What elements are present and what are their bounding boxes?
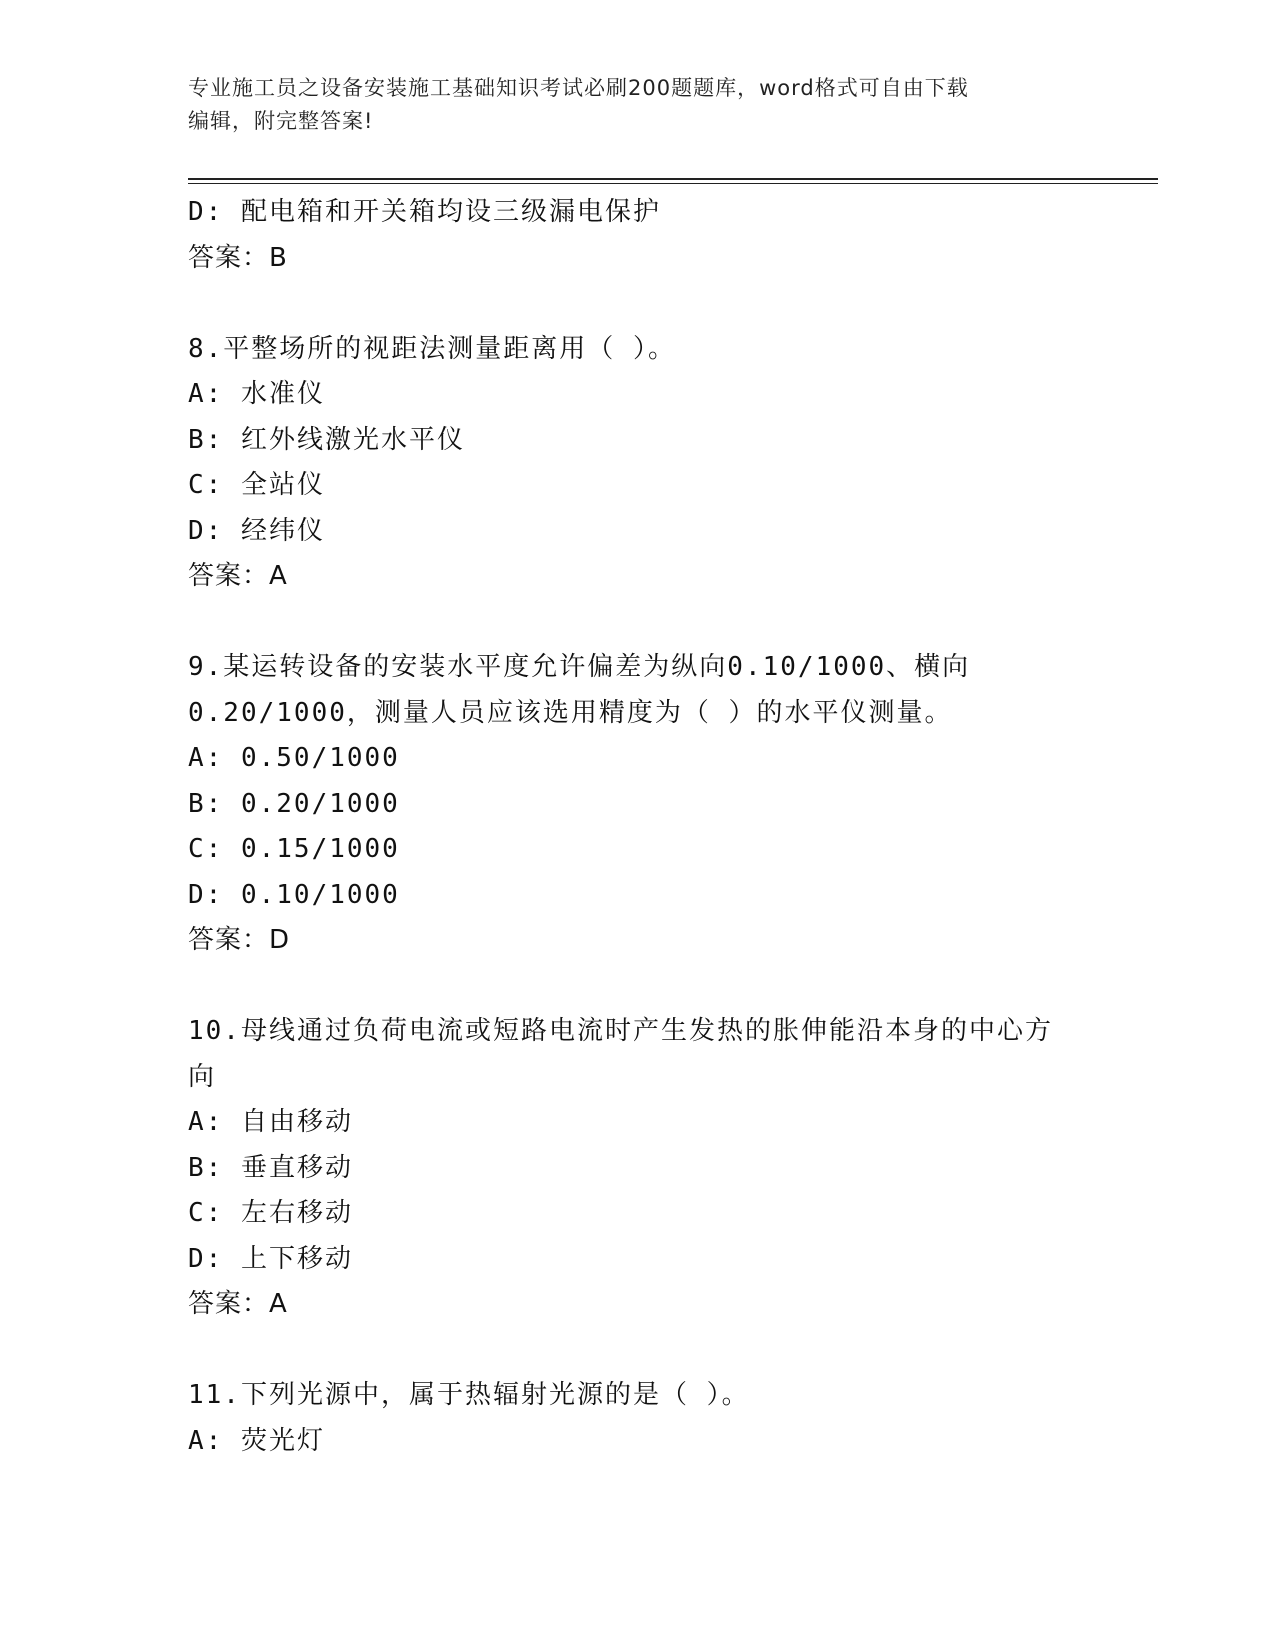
- document-header: [188, 72, 1068, 138]
- option-c: C: 全站仪: [188, 470, 325, 500]
- option-a: A: 荧光灯: [188, 1425, 325, 1456]
- question-8: [188, 327, 1088, 600]
- question-text: 11.下列光源中，属于热辐射光源的是（ ）。: [188, 1380, 750, 1410]
- option-c: C: 左右移动: [188, 1198, 353, 1228]
- question-7-tail: [188, 190, 1088, 281]
- option-b: B: 红外线激光水平仪: [188, 424, 465, 455]
- spacer: [188, 1328, 1088, 1374]
- question-text: 9.某运转设备的安装水平度允许偏差为纵向0.10/1000、横向: [188, 652, 971, 682]
- answer-line: 答案：B: [188, 242, 288, 273]
- option-d: D: 配电箱和开关箱均设三级漏电保护: [188, 197, 661, 227]
- spacer: [188, 600, 1088, 646]
- header-divider-thick: [188, 178, 1158, 180]
- spacer: [188, 281, 1088, 327]
- header-line-1: 专业施工员之设备安装施工基础知识考试必刷200题题库，word格式可自由下载: [188, 76, 969, 100]
- option-b: B: 0.20/1000: [188, 788, 400, 819]
- question-text: 8.平整场所的视距法测量距离用（ ）。: [188, 333, 676, 364]
- option-b: B: 垂直移动: [188, 1152, 353, 1183]
- question-9: [188, 645, 1088, 964]
- spacer: [188, 964, 1088, 1010]
- option-c: C: 0.15/1000: [188, 834, 400, 864]
- option-d: D: 上下移动: [188, 1243, 353, 1274]
- answer-line: 答案：A: [188, 561, 288, 591]
- option-a: A: 自由移动: [188, 1107, 353, 1137]
- answer-line: 答案：D: [188, 925, 291, 955]
- header-line-2: 编辑，附完整答案!: [188, 109, 374, 133]
- option-a: A: 0.50/1000: [188, 743, 400, 773]
- option-a: A: 水准仪: [188, 379, 325, 409]
- question-text-cont: 向: [188, 1061, 217, 1092]
- question-text-cont: 0.20/1000，测量人员应该选用精度为（ ）的水平仪测量。: [188, 697, 953, 728]
- question-text: 10.母线通过负荷电流或短路电流时产生发热的胀伸能沿本身的中心方: [188, 1016, 1053, 1046]
- question-10: [188, 1009, 1088, 1328]
- header-divider-thin: [188, 183, 1158, 184]
- option-d: D: 0.10/1000: [188, 879, 400, 910]
- question-11: [188, 1373, 1088, 1464]
- answer-line: 答案：A: [188, 1289, 288, 1319]
- option-d: D: 经纬仪: [188, 515, 325, 546]
- question-list: [188, 190, 1088, 1464]
